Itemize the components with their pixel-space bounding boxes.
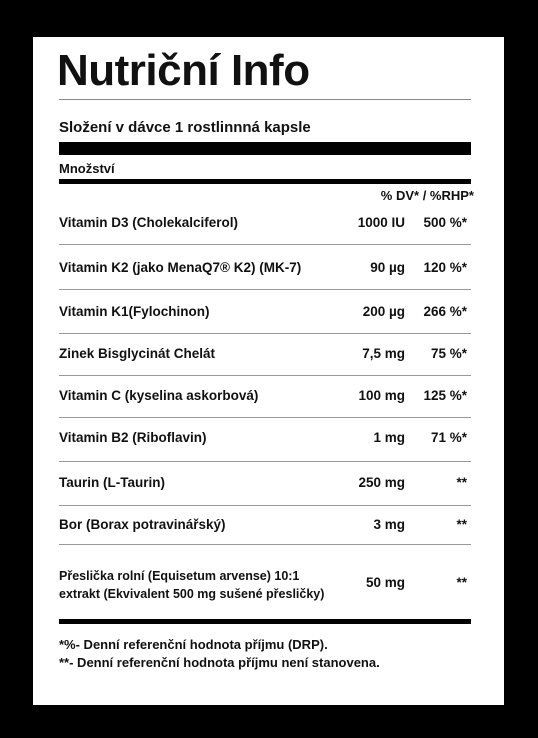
nutrient-dv: ** (456, 517, 467, 532)
row-divider (59, 461, 471, 462)
medium-divider (59, 179, 471, 184)
row-divider (59, 417, 471, 418)
row-divider (59, 289, 471, 290)
serving-size: Složení v dávce 1 rostlinnná kapsle (59, 119, 311, 136)
divider (59, 99, 471, 100)
nutrient-name: Vitamin K1(Fylochinon) (59, 304, 210, 319)
nutrient-name: Taurin (L-Taurin) (59, 475, 165, 490)
nutrient-name: Vitamin D3 (Cholekalciferol) (59, 215, 239, 230)
nutrient-amount: 3 mg (373, 517, 405, 532)
nutrient-dv: 120 %* (423, 260, 467, 275)
row-divider (59, 544, 471, 545)
nutrient-name (59, 567, 324, 603)
nutrient-name: Vitamin B2 (Riboflavin) (59, 430, 207, 445)
bottom-divider (59, 619, 471, 624)
row-divider (59, 333, 471, 334)
row-divider (59, 244, 471, 245)
footnote: *%- Denní referenční hodnota příjmu (DRP). (59, 637, 328, 652)
row-divider (59, 375, 471, 376)
nutrient-name: Vitamin C (kyselina askorbová) (59, 388, 259, 403)
amount-label: Množství (59, 161, 115, 176)
nutrient-dv: 500 %* (423, 215, 467, 230)
nutrient-amount: 7,5 mg (362, 346, 405, 361)
nutrient-amount: 200 µg (362, 304, 405, 319)
nutrient-name: Bor (Borax potravinářský) (59, 517, 226, 532)
nutrient-dv: ** (456, 475, 467, 490)
nutrient-name-line1: Přeslička rolní (Equisetum arvense) 10:1 (59, 569, 300, 583)
dv-header: % DV* / %RHP* (380, 188, 474, 203)
nutrient-amount: 100 mg (358, 388, 405, 403)
nutrient-amount: 1 mg (373, 430, 405, 445)
nutrient-dv: ** (456, 575, 467, 590)
nutrient-name: Vitamin K2 (jako MenaQ7® K2) (MK-7) (59, 260, 302, 275)
nutrient-name: Zinek Bisglycinát Chelát (59, 346, 216, 361)
nutrient-dv: 125 %* (423, 388, 467, 403)
nutrient-amount: 1000 IU (357, 215, 405, 230)
nutrition-panel (33, 37, 504, 705)
footnote: **- Denní referenční hodnota příjmu není stanovena. (59, 655, 380, 670)
nutrient-amount: 250 mg (358, 475, 405, 490)
nutrient-dv: 71 %* (430, 430, 467, 445)
row-divider (59, 505, 471, 506)
nutrient-amount: 50 mg (365, 575, 405, 590)
nutrient-name-line2: extrakt (Ekvivalent 500 mg sušené přesličky) (59, 587, 325, 601)
nutrient-amount: 90 µg (370, 260, 405, 275)
nutrient-dv: 266 %* (423, 304, 467, 319)
nutrient-dv: 75 %* (430, 346, 467, 361)
thick-divider (59, 142, 471, 155)
page-title: Nutriční Info (57, 46, 310, 95)
